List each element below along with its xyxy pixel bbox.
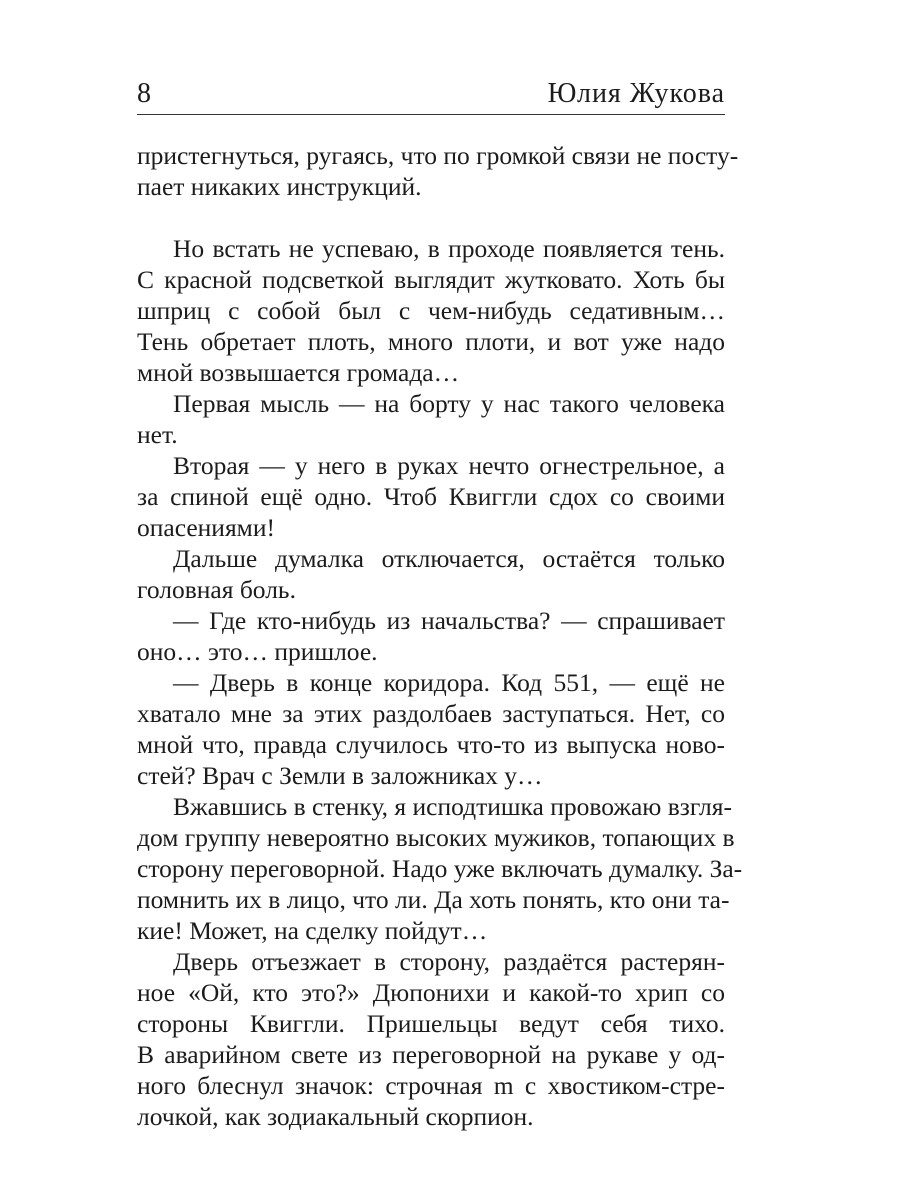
text-line: мной что, правда случилось что-то из выпуска ново-	[137, 730, 725, 759]
text-line: лочкой, как зодиакальный скорпион.	[137, 1102, 534, 1131]
text-line: головная боль.	[137, 575, 296, 604]
text-line: — Где кто-нибудь из начальства? — спрашивает	[173, 606, 725, 635]
text-line: оно… это… пришлое.	[137, 637, 378, 666]
text-line: Тень обретает плоть, много плоти, и вот уже надо	[137, 327, 725, 356]
text-line: Первая мысль — на борту у нас такого человека	[173, 389, 725, 418]
text-line: сторону переговорной. Надо уже включать думалку. За-	[137, 854, 743, 883]
text-line: за спиной ещё одно. Чтоб Квиггли сдох со своими	[137, 482, 725, 511]
text-line: Дверь отъезжает в сторону, раздаётся растерян-	[173, 947, 725, 976]
text-line: пает никаких инструкций.	[137, 172, 422, 201]
text-line: — Дверь в конце коридора. Код 551, — ещё не	[173, 668, 725, 697]
text-line: помнить их в лицо, что ли. Да хоть понять, кто они та-	[137, 885, 730, 914]
text-line: стороны Квиггли. Пришельцы ведут себя тихо.	[137, 1009, 725, 1038]
section-break	[137, 202, 725, 233]
text-line: пристегнуться, ругаясь, что по громкой связи не посту-	[137, 141, 739, 170]
author-name: Юлия Жукова	[547, 78, 725, 109]
text-line: хватало мне за этих раздолбаев заступаться. Нет, со	[137, 699, 725, 728]
text-line: Вжавшись в стенку, я исподтишка провожаю взгля-	[173, 792, 732, 821]
text-line: опасениями!	[137, 513, 275, 542]
text-line: стей? Врач с Земли в заложниках у…	[137, 761, 543, 790]
text-line: дом группу невероятно высоких мужиков, топающих в	[137, 823, 735, 852]
text-line: Но встать не успеваю, в проходе появляется тень.	[173, 234, 725, 263]
text-line: кие! Может, на сделку пойдут…	[137, 916, 488, 945]
running-head	[137, 70, 725, 115]
text-line: ное «Ой, кто это?» Дюпонихи и какой-то хрип со	[137, 978, 725, 1007]
text-line: ного блеснул значок: строчная m с хвостиком-стре-	[137, 1071, 725, 1100]
text-line: С красной подсветкой выглядит жутковато. Хоть бы	[137, 265, 725, 294]
text-line: нет.	[137, 420, 178, 449]
body-text	[137, 140, 743, 1132]
text-line: мной возвышается громада…	[137, 358, 460, 387]
text-line: шприц с собой был с чем-нибудь седативным…	[137, 296, 725, 325]
text-line: В аварийном свете из переговорной на рукаве у од-	[137, 1040, 725, 1069]
page-number: 8	[137, 78, 151, 109]
text-line: Вторая — у него в руках нечто огнестрельное, а	[173, 451, 725, 480]
text-line: Дальше думалка отключается, остаётся только	[173, 544, 725, 573]
